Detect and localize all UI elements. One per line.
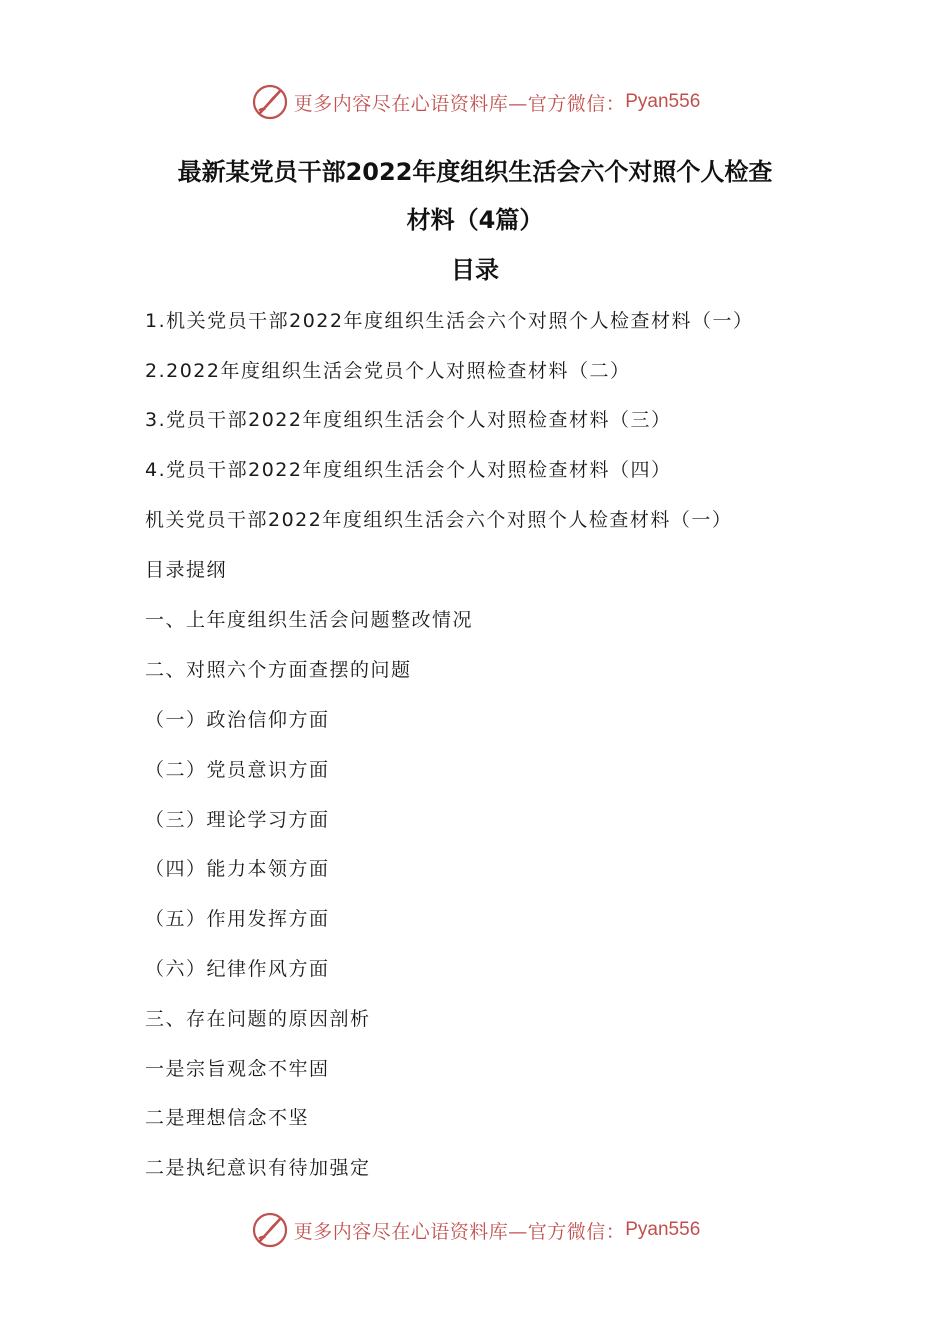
toc-item: 1.机关党员干部2022年度组织生活会六个对照个人检查材料（一） (145, 310, 754, 332)
outline-subitem: （二）党员意识方面 (145, 759, 330, 781)
section-title: 机关党员干部2022年度组织生活会六个对照个人检查材料（一） (145, 509, 733, 531)
quill-logo-icon (250, 1210, 290, 1250)
document-title-line-2: 材料（4篇） (406, 206, 544, 234)
header-watermark (0, 80, 950, 124)
outline-item: 二、对照六个方面查摆的问题 (145, 659, 412, 681)
outline-subitem: （五）作用发挥方面 (145, 908, 330, 930)
watermark-text: 更多内容尽在心语资料库—官方微信： (293, 1220, 626, 1243)
outline-subitem: （六）纪律作风方面 (145, 958, 330, 980)
outline-subitem: 二是理想信念不坚 (145, 1107, 310, 1129)
outline-subitem: 二是执纪意识有待加强定 (145, 1157, 371, 1179)
outline-item: 三、存在问题的原因剖析 (145, 1008, 371, 1030)
document-title-line-1: 最新某党员干部2022年度组织生活会六个对照个人检查 (177, 158, 773, 186)
watermark-wechat-id: Pyan556 (625, 91, 701, 112)
watermark-text: 更多内容尽在心语资料库—官方微信： (293, 92, 626, 115)
outline-subitem: 一是宗旨观念不牢固 (145, 1058, 330, 1080)
toc-heading: 目录 (451, 256, 499, 284)
outline-subitem: （四）能力本领方面 (145, 858, 330, 880)
toc-item: 4.党员干部2022年度组织生活会个人对照检查材料（四） (145, 459, 672, 481)
watermark-wechat-id: Pyan556 (625, 1219, 701, 1240)
quill-logo-icon (250, 82, 290, 122)
outline-item: 一、上年度组织生活会问题整改情况 (145, 609, 474, 631)
footer-watermark (0, 1208, 950, 1252)
toc-item: 3.党员干部2022年度组织生活会个人对照检查材料（三） (145, 409, 672, 431)
outline-subitem: （三）理论学习方面 (145, 809, 330, 831)
toc-item: 2.2022年度组织生活会党员个人对照检查材料（二） (145, 360, 631, 382)
outline-subitem: （一）政治信仰方面 (145, 709, 330, 731)
outline-heading: 目录提纲 (145, 559, 228, 581)
